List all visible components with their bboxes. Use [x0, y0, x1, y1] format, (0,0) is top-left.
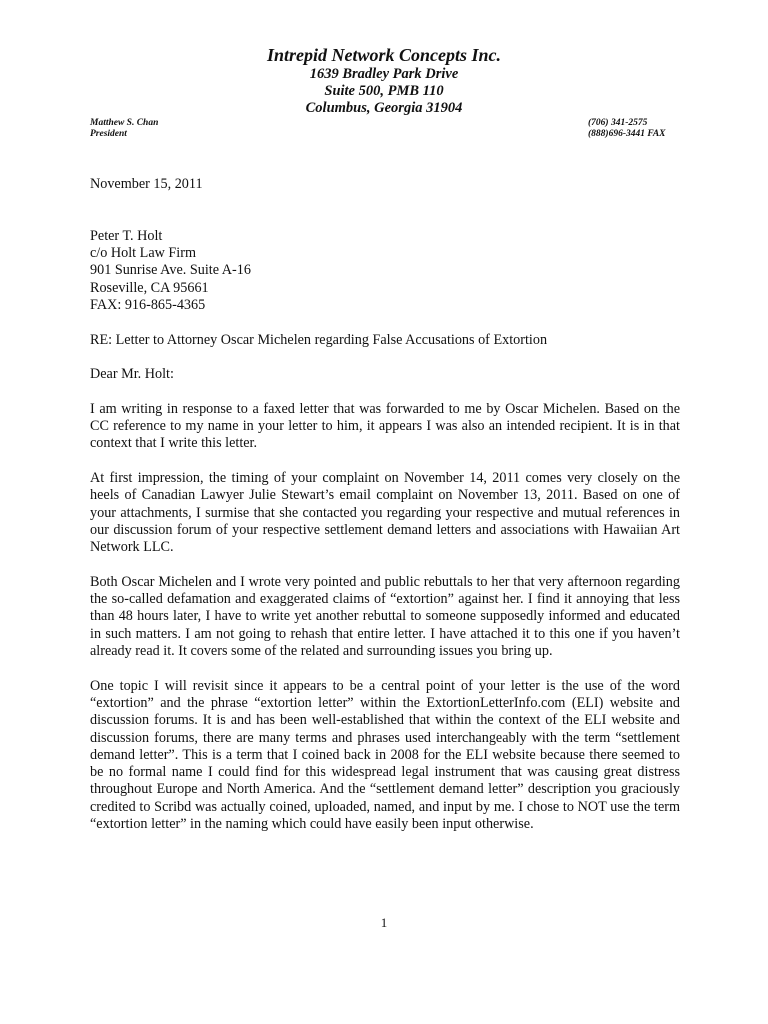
address-line-1: 1639 Bradley Park Drive [309, 66, 459, 82]
company-name: Intrepid Network Concepts Inc. [266, 45, 502, 65]
page-number: 1 [380, 915, 388, 930]
recipient-name: Peter T. Holt [90, 227, 163, 244]
sender-title: President [90, 129, 127, 139]
paragraph-1: I am writing in response to a faxed letter that was forwarded to me by Oscar Michelen. Based on the CC reference to my name in your letter to him, it appears I was also an intended recipient. It is in that context that I write this letter. [90, 400, 680, 452]
recipient-street: 901 Sunrise Ave. Suite A-16 [90, 262, 251, 279]
sender-fax: (888)696-3441 FAX [588, 129, 666, 139]
sender-phone-block [588, 118, 666, 140]
paragraph-3: Both Oscar Michelen and I wrote very pointed and public rebuttals to her that very afternoon regarding the so-called defamation and exaggerated claims of “extortion” against her. I find it annoying that less than 48 hours later, I have to write yet another rebuttal to someone supposedly informed and educated in such matters. I am not going to rehash that entire letter. I have attached it to this one if you haven’t already read it. It covers some of the related and surrounding issues you bring up. [90, 573, 680, 660]
recipient-fax: FAX: 916-865-4365 [90, 297, 206, 314]
sender-contact [90, 118, 158, 140]
sender-name: Matthew S. Chan [90, 118, 159, 128]
recipient-city: Roseville, CA 95661 [90, 279, 209, 296]
sender-phone: (706) 341-2575 [588, 118, 648, 128]
letter-body [90, 176, 680, 851]
subject-line: RE: Letter to Attorney Oscar Michelen regarding False Accusations of Extortion [90, 331, 548, 348]
paragraph-2: At first impression, the timing of your complaint on November 14, 2011 comes very closely on the heels of Canadian Lawyer Julie Stewart’s email complaint on November 13, 2011. Based on one of your attachments, I surmise that she contacted you regarding your respective and mutual references in our discussion forum of your respective settlement demand letters and associations with Hawaiian Art Network LLC. [90, 470, 680, 556]
address-line-3: Columbus, Georgia 31904 [305, 100, 463, 116]
letter-date: November 15, 2011 [90, 176, 203, 192]
paragraph-4: One topic I will revisit since it appears to be a central point of your letter is the use of the word “extortion” and the phrase “extortion letter” within the ExtortionLetterInfo.com (ELI) website and discussion forums. It is and has been well-established that within the context of the ELI website and discussion forums, there are many terms and phrases used interchangeably with the term “settlement demand letter”. This is a term that I coined back in 2008 for the ELI website because there seemed to be no formal name I could find for this widespread legal instrument that was causing great distress throughout Europe and North America. And the “settlement demand letter” description you graciously credited to Scribd was actually coined, uploaded, named, and input by me. I chose to NOT use the term “extortion letter” in the naming which could have easily been input otherwise. [90, 677, 680, 832]
recipient-block [90, 228, 680, 314]
letterhead [0, 44, 768, 117]
address-line-2: Suite 500, PMB 110 [324, 83, 444, 99]
recipient-firm: c/o Holt Law Firm [90, 245, 196, 262]
salutation: Dear Mr. Holt: [90, 366, 174, 383]
